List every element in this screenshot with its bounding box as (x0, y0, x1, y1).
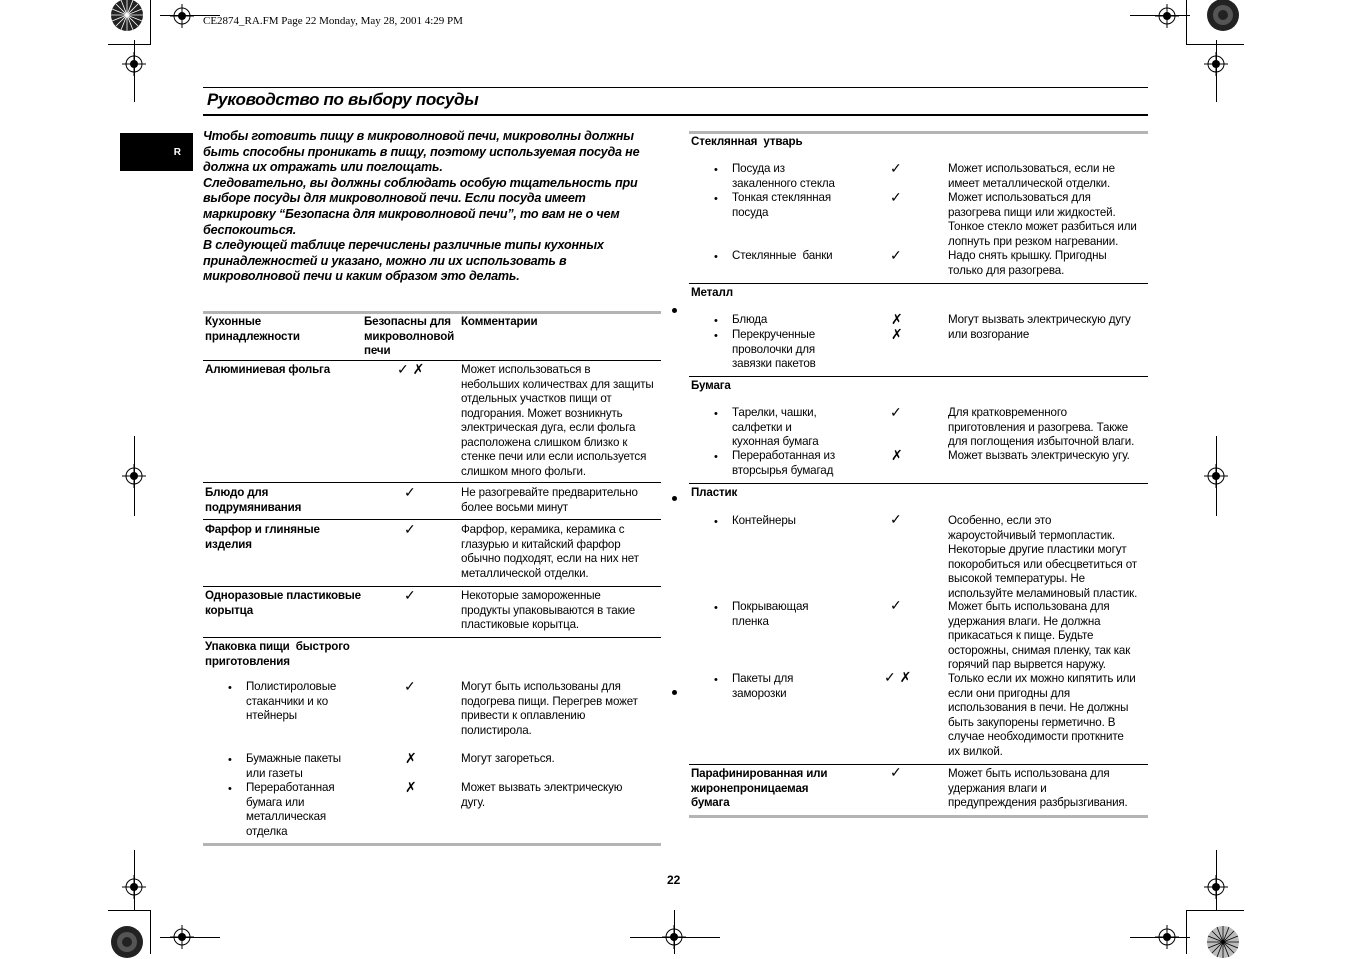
page-title: Руководство по выбору посуды (207, 90, 479, 109)
row-item: Парафинированная или жиронепроницаемая бумага (691, 767, 828, 809)
color-wheel-icon (110, 0, 144, 32)
row-comment: Только если их можно кипятить или если они пригодны для использования в печи. Не должны быть закупорены герметично. В случае необходимости проткните их вилкой. (948, 672, 1136, 758)
row-mark: ✓ (890, 160, 902, 176)
row-comment: Могут вызвать электрическую дугу или возгорание (948, 313, 1131, 341)
row-item: Перекрученные проволочки для завязки пакетов (732, 328, 816, 370)
bullet: • (714, 602, 718, 614)
language-tab-label: R (173, 147, 181, 158)
row-divider (203, 586, 661, 587)
row-comment: Особенно, если это жароустойчивый термопластик. Некоторые другие пластики могут покоробиться или обесцветиться от высокой температуры. Не используйте меламиновый пластик. (948, 514, 1138, 600)
row-item: Одноразовые пластиковые корытца (205, 589, 361, 617)
bullet: • (714, 408, 718, 420)
row-comment: Может быть использована для удержания влаги и предупреждения разбрызгивания. (948, 767, 1128, 809)
bullet: • (714, 193, 718, 205)
row-item: Фарфор и глиняные изделия (205, 523, 320, 551)
row-comment: Могут быть использованы для подогрева пищи. Перегрев может привести к оплавлению полистирола. (461, 680, 638, 737)
row-mark: ✓ (404, 587, 416, 603)
row-mark: ✗ (891, 311, 903, 327)
bullet: • (714, 516, 718, 528)
row-mark: ✓ ✗ (884, 669, 912, 685)
center-dot (672, 690, 677, 695)
registration-mark-icon (1155, 925, 1179, 949)
bullet: • (228, 682, 232, 694)
bullet: • (714, 251, 718, 263)
row-mark: ✓ (890, 404, 902, 420)
row-mark: ✓ (404, 678, 416, 694)
header-item: Кухонные принадлежности (205, 315, 300, 343)
registration-mark-icon (1155, 4, 1179, 28)
row-divider (203, 637, 661, 638)
registration-mark-icon (122, 875, 146, 899)
intro-paragraph: Чтобы готовить пищу в микроволновой печи, микроволны должны быть способны проникать в пищу, поэтому используемая посуда не должна их отражать или поглощать. (203, 129, 640, 175)
row-divider (689, 764, 1148, 765)
row-item: Тонкая стеклянная посуда (732, 191, 831, 219)
bullet: • (714, 315, 718, 327)
row-comment: Может использоваться для разогрева пищи или жидкостей. Тонкое стекло может разбиться или лопнуть при резком нагревании. (948, 191, 1137, 248)
row-comment: Могут загореться. (461, 752, 555, 765)
row-item: Посуда из закаленного стекла (732, 162, 835, 190)
registration-mark-icon (1204, 464, 1228, 488)
row-mark: ✓ (890, 511, 902, 527)
intro-text (203, 129, 653, 285)
row-divider (689, 376, 1148, 377)
registration-mark-icon (662, 925, 686, 949)
row-item: Стеклянные банки (732, 249, 833, 262)
row-mark: ✓ (890, 764, 902, 780)
row-item: Переработанная бумага или металлическая отделка (246, 781, 335, 838)
registration-mark-icon (170, 925, 194, 949)
registration-mark-icon (1204, 875, 1228, 899)
row-comment: Может вызвать электрическую дугу. (461, 781, 623, 809)
title-rule-top (203, 87, 1148, 88)
file-header: CE2874_RA.FM Page 22 Monday, May 28, 2001 4:29 PM (203, 15, 463, 27)
language-tab (120, 133, 193, 171)
row-item: Бумажные пакеты или газеты (246, 752, 341, 780)
row-comment: Фарфор, керамика, керамика с глазурью и китайский фарфор обычно подходят, если на них нет металлической отделки. (461, 523, 639, 580)
bullet: • (714, 330, 718, 342)
row-comment: Некоторые замороженные продукты упаковываются в такие пластиковые корытца. (461, 589, 636, 631)
row-mark: ✓ (890, 189, 902, 205)
row-item: Упаковка пищи быстрого приготовления (205, 640, 350, 668)
row-comment: Для кратковременного приготовления и разогрева. Также для поглощения избыточной влаги. (948, 406, 1135, 448)
intro-paragraph: В следующей таблице перечислены различные типы кухонных принадлежностей и указано, можно ли их использовать в микроволновой печи и каким образом это делать. (203, 238, 604, 284)
bullet: • (228, 754, 232, 766)
registration-mark-icon (1204, 52, 1228, 76)
section-heading: Металл (691, 286, 733, 299)
page-number: 22 (667, 873, 681, 887)
row-mark: ✗ (891, 326, 903, 342)
center-dot (672, 496, 677, 501)
table-bottom-rule (203, 843, 661, 846)
row-comment: Может использоваться, если не имеет металлической отделки. (948, 162, 1115, 190)
row-mark: ✓ (404, 484, 416, 500)
row-item: Тарелки, чашки, салфетки и кухонная бумага (732, 406, 819, 448)
row-item: Блюда (732, 313, 768, 326)
row-mark: ✓ ✗ (397, 361, 425, 377)
row-mark: ✓ (890, 247, 902, 263)
row-comment: Не разогревайте предварительно более восьми минут (461, 486, 638, 514)
bullet: • (714, 451, 718, 463)
row-item: Полистироловые стаканчики и ко нтейнеры (246, 680, 337, 722)
registration-mark-icon (122, 52, 146, 76)
row-mark: ✗ (891, 447, 903, 463)
row-item: Пакеты для заморозки (732, 672, 794, 700)
row-comment: Может использоваться в небольших количествах для защиты отдельных участков пищи от подгорания. Может возникнуть электрическая дуга, если фольга расположена слишком близко к стенке печи или если используется слишком много фольги. (461, 363, 654, 478)
row-comment: Может быть использована для удержания влаги. Не должна прикасаться к пище. Будьте осторожны, снимая пленку, так как горячий пар вырвется наружу. (948, 600, 1131, 671)
center-dot (672, 308, 677, 313)
row-divider (689, 283, 1148, 284)
row-divider (689, 483, 1148, 484)
color-wheel-icon (1206, 0, 1240, 32)
bullet: • (714, 164, 718, 176)
section-heading: Пластик (691, 486, 738, 499)
bullet: • (228, 783, 232, 795)
row-divider (203, 519, 661, 520)
row-divider (203, 482, 661, 483)
row-divider (203, 360, 661, 361)
intro-paragraph: Следовательно, вы должны соблюдать особую тщательность при выборе посуды для микроволновой печи. Если посуда имеет маркировку “Безопасна для микроволновой печи”, то вам не о чем беспокоиться. (203, 175, 638, 237)
header-safe: Безопасны для микроволновой печи (364, 315, 455, 357)
header-comment: Комментарии (461, 315, 538, 328)
row-mark: ✗ (405, 750, 417, 766)
row-comment: Может вызвать электрическую угу. (948, 449, 1130, 462)
registration-mark-icon (170, 4, 194, 28)
row-item: Контейнеры (732, 514, 796, 527)
table-top-rule (203, 311, 661, 314)
section-heading: Бумага (691, 379, 731, 392)
row-item: Покрывающая пленка (732, 600, 809, 628)
registration-mark-icon (122, 464, 146, 488)
row-comment: Надо снять крышку. Пригодны только для разогрева. (948, 249, 1107, 277)
row-mark: ✓ (404, 521, 416, 537)
section-heading: Стеклянная утварь (691, 135, 803, 148)
row-item: Переработанная из вторсырья бумагад (732, 449, 836, 477)
row-item: Блюдо для подрумянивания (205, 486, 302, 514)
table-top-rule (689, 131, 1148, 134)
row-item: Алюминиевая фольга (205, 363, 331, 376)
row-mark: ✓ (890, 597, 902, 613)
bullet: • (714, 674, 718, 686)
row-mark: ✗ (405, 779, 417, 795)
title-rule-bottom (203, 114, 1148, 116)
table-bottom-rule (689, 815, 1148, 818)
